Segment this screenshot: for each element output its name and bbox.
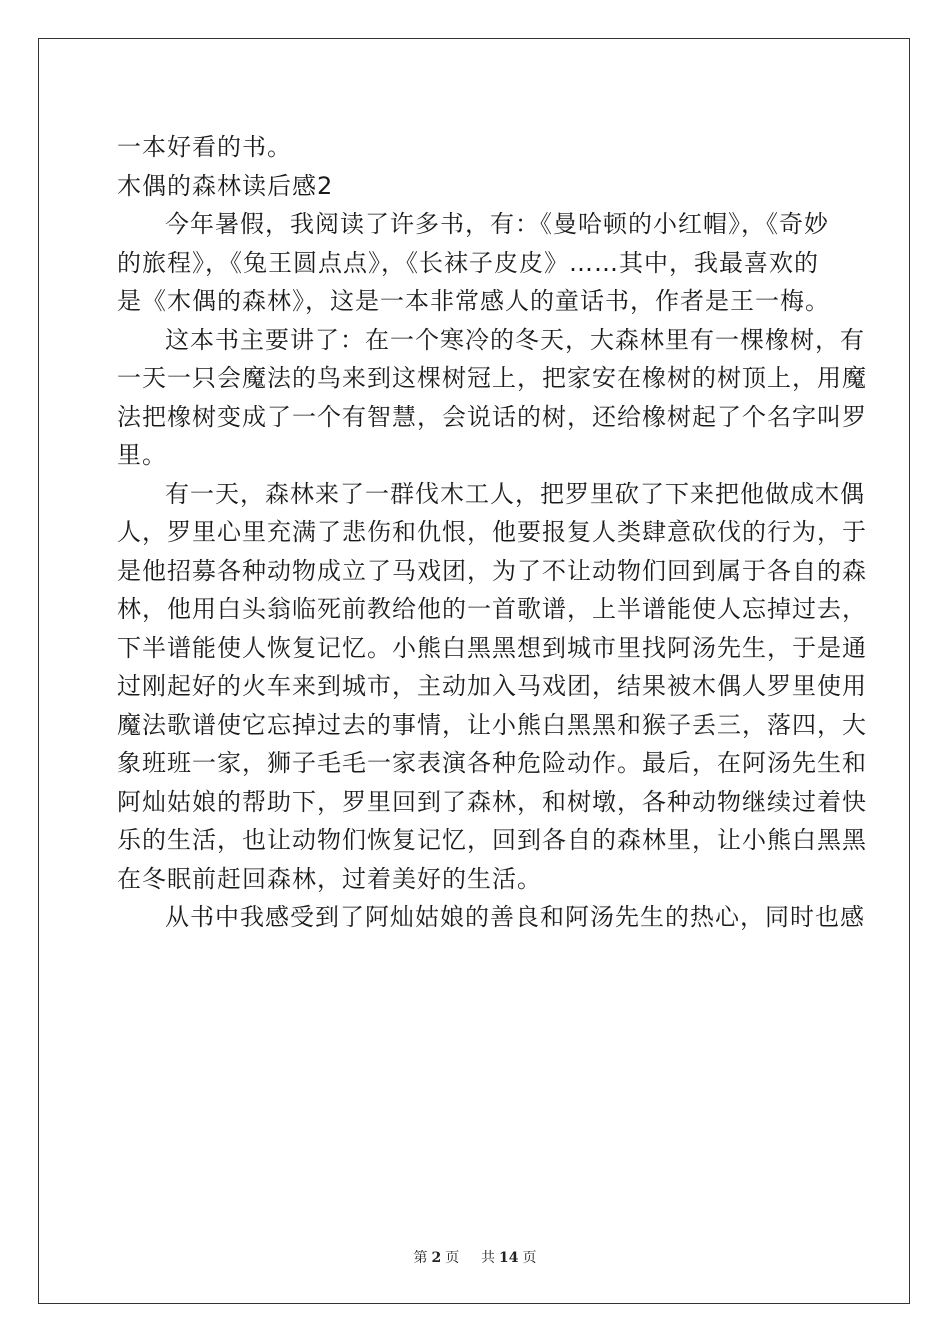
footer-total-suffix: 页 [522, 1250, 537, 1266]
total-page-number: 14 [499, 1250, 519, 1266]
section-title: 木偶的森林读后感2 [117, 171, 334, 200]
text-line: 今年暑假，我阅读了许多书，有：《曼哈顿的小红帽》，《奇妙 [165, 210, 829, 238]
text-line: 法把橡树变成了一个有智慧，会说话的树，还给橡树起了个名字叫罗 [117, 402, 867, 431]
text-line: 是《木偶的森林》，这是一本非常感人的童话书，作者是王一梅。 [117, 287, 830, 315]
text-line: 魔法歌谱使它忘掉过去的事情，让小熊白黑黑和猴子丢三，落四，大 [117, 710, 867, 739]
text-line: 一天一只会魔法的鸟来到这棵树冠上，把家安在橡树的树顶上，用魔 [117, 364, 867, 392]
text-line: 林，他用白头翁临死前教给他的一首歌谱，上半谱能使人忘掉过去， [117, 595, 867, 623]
text-line: 一本好看的书。 [117, 133, 292, 161]
current-page-number: 2 [431, 1250, 442, 1266]
text-line: 下半谱能使人恢复记忆。小熊白黑黑想到城市里找阿汤先生，于是通 [117, 633, 867, 662]
text-line: 在冬眠前赶回森林，过着美好的生活。 [117, 864, 542, 893]
text-line: 阿灿姑娘的帮助下，罗里回到了森林，和树墩，各种动物继续过着快 [117, 787, 867, 816]
text-line: 这本书主要讲了：在一个寒冷的冬天，大森林里有一棵橡树，有 [165, 325, 865, 354]
text-line: 从书中我感受到了阿灿姑娘的善良和阿汤先生的热心，同时也感 [165, 903, 865, 931]
footer-page-suffix: 页 [445, 1250, 460, 1266]
text-line: 象班班一家，狮子毛毛一家表演各种危险动作。最后，在阿汤先生和 [117, 749, 867, 777]
footer-prefix: 第 [413, 1250, 428, 1266]
document-body [117, 128, 867, 937]
text-line: 是他招募各种动物成立了马戏团，为了不让动物们回到属于各自的森 [117, 556, 867, 585]
footer-total-prefix: 共 [481, 1250, 496, 1266]
page-footer [0, 1247, 950, 1267]
text-line: 里。 [117, 441, 167, 469]
text-line: 的旅程》，《兔王圆点点》，《长袜子皮皮》……其中，我最喜欢的 [117, 248, 819, 277]
text-line: 有一天，森林来了一群伐木工人，把罗里砍了下来把他做成木偶 [165, 479, 865, 508]
text-line: 人，罗里心里充满了悲伤和仇恨，他要报复人类肆意砍伐的行为，于 [117, 518, 867, 546]
text-line: 过刚起好的火车来到城市，主动加入马戏团，结果被木偶人罗里使用 [117, 672, 867, 700]
text-line: 乐的生活，也让动物们恢复记忆，回到各自的森林里，让小熊白黑黑 [117, 826, 867, 854]
